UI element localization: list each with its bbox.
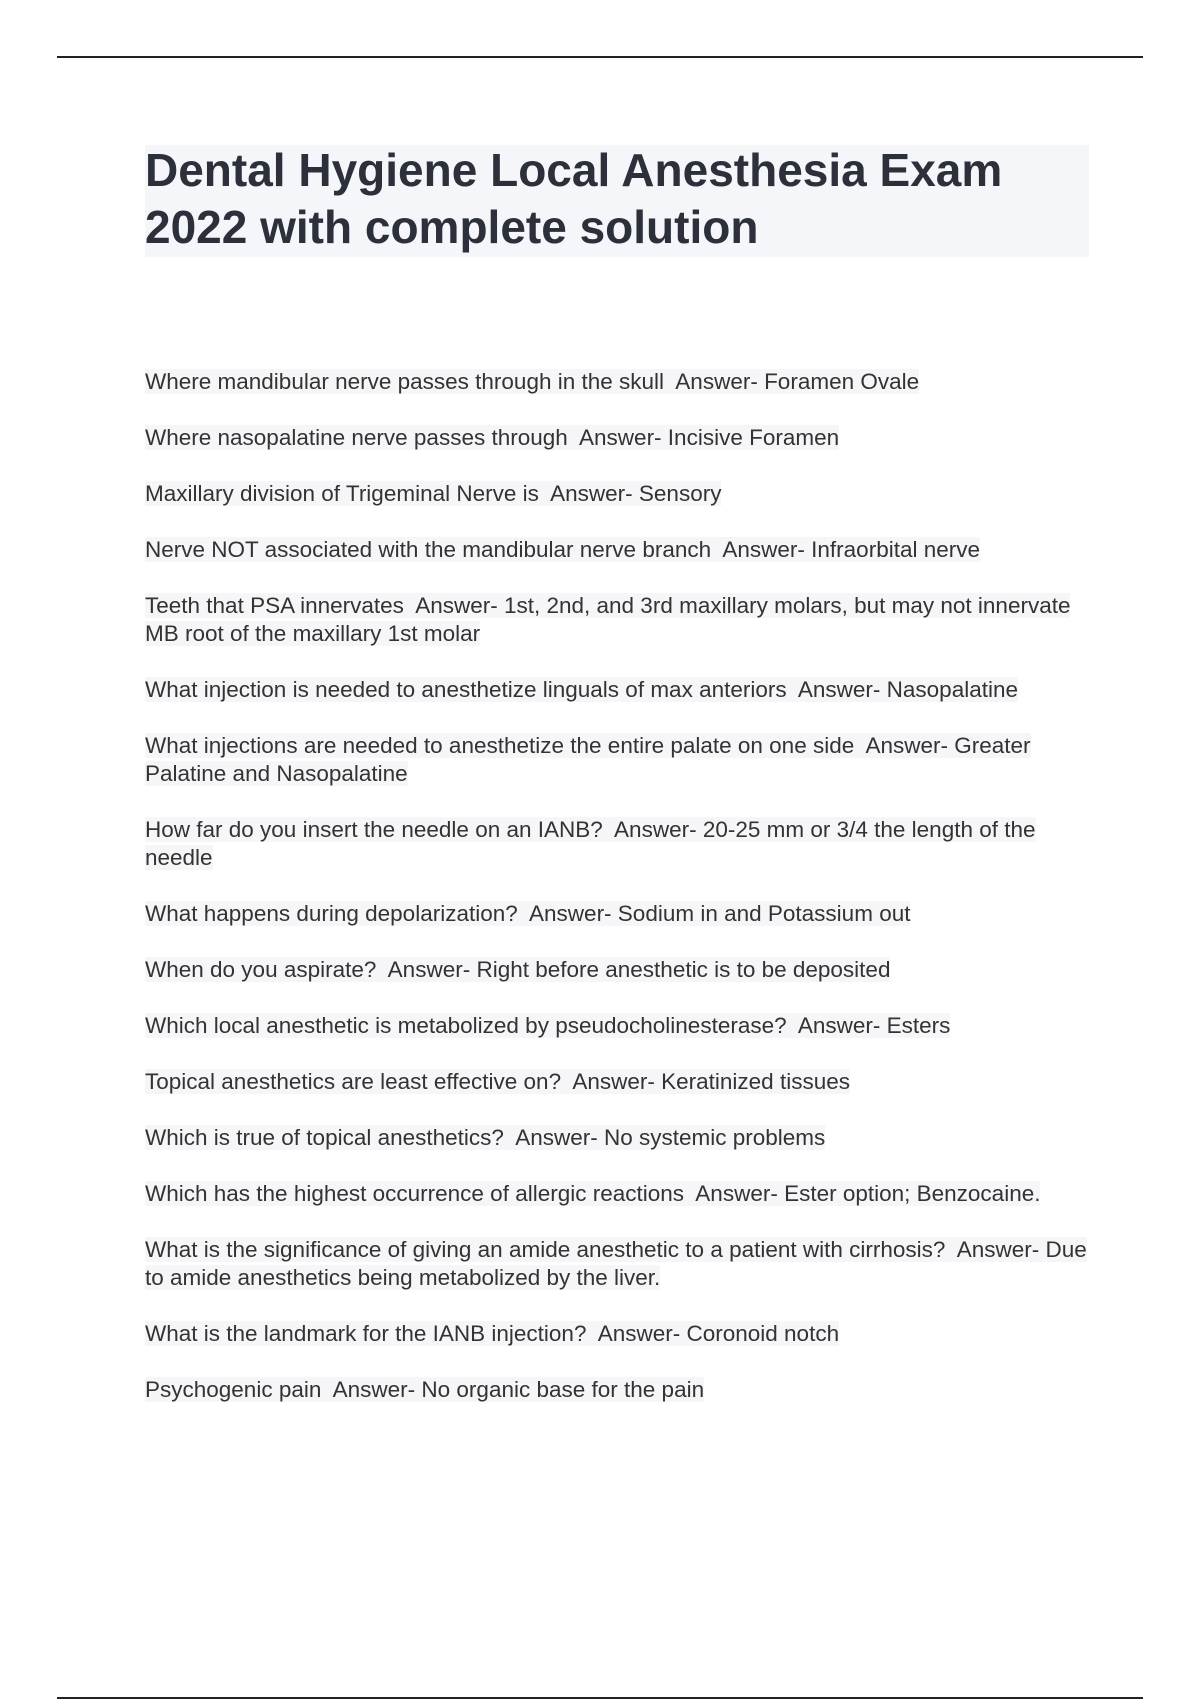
qa-text xyxy=(145,369,919,394)
qa-question: Which is true of topical anesthetics? xyxy=(145,1125,504,1150)
qa-text xyxy=(145,1069,850,1094)
qa-answer: Answer- No systemic problems xyxy=(515,1125,826,1150)
qa-item xyxy=(145,480,1089,508)
qa-answer: Answer- Right before anesthetic is to be deposited xyxy=(387,957,891,982)
qa-question: Where mandibular nerve passes through in the skull xyxy=(145,369,665,394)
qa-answer: Answer- Esters xyxy=(797,1013,951,1038)
qa-list xyxy=(145,368,1089,1432)
qa-item xyxy=(145,900,1089,928)
qa-item xyxy=(145,536,1089,564)
qa-text xyxy=(145,1321,839,1346)
qa-question: Where nasopalatine nerve passes through xyxy=(145,425,568,450)
qa-text xyxy=(145,1377,704,1402)
qa-item xyxy=(145,1068,1089,1096)
qa-answer: Answer- Due to amide anesthetics being metabolized by the liver. xyxy=(145,1237,1087,1290)
qa-text xyxy=(145,817,1036,870)
bottom-rule xyxy=(57,1697,1143,1699)
document-title: Dental Hygiene Local Anesthesia Exam 2022 with complete solution xyxy=(145,144,1003,253)
qa-answer: Answer- Sensory xyxy=(550,481,722,506)
qa-answer: Answer- Sodium in and Potassium out xyxy=(529,901,911,926)
qa-question: What is the significance of giving an amide anesthetic to a patient with cirrhosis? xyxy=(145,1237,946,1262)
qa-item xyxy=(145,368,1089,396)
qa-question: Nerve NOT associated with the mandibular nerve branch xyxy=(145,537,712,562)
qa-item xyxy=(145,1124,1089,1152)
qa-question: Which local anesthetic is metabolized by pseudocholinesterase? xyxy=(145,1013,787,1038)
qa-answer: Answer- Keratinized tissues xyxy=(572,1069,850,1094)
qa-text xyxy=(145,677,1018,702)
qa-item xyxy=(145,592,1089,648)
qa-question: What injections are needed to anesthetize the entire palate on one side xyxy=(145,733,855,758)
qa-item xyxy=(145,1012,1089,1040)
qa-item xyxy=(145,956,1089,984)
qa-text xyxy=(145,901,910,926)
qa-text xyxy=(145,1013,950,1038)
qa-answer: Answer- Foramen Ovale xyxy=(675,369,920,394)
qa-item xyxy=(145,732,1089,788)
qa-item xyxy=(145,1320,1089,1348)
qa-text xyxy=(145,425,839,450)
qa-question: What happens during depolarization? xyxy=(145,901,518,926)
qa-item xyxy=(145,1236,1089,1292)
qa-answer: Answer- Incisive Foramen xyxy=(579,425,840,450)
qa-text xyxy=(145,537,980,562)
qa-answer: Answer- 20-25 mm or 3/4 the length of the needle xyxy=(145,817,1036,870)
qa-text xyxy=(145,733,1031,786)
qa-answer: Answer- Greater Palatine and Nasopalatine xyxy=(145,733,1031,786)
qa-item xyxy=(145,1376,1089,1404)
qa-answer: Answer- 1st, 2nd, and 3rd maxillary molars, but may not innervate MB root of the maxillary 1st molar xyxy=(145,593,1071,646)
qa-question: What injection is needed to anesthetize linguals of max anteriors xyxy=(145,677,787,702)
qa-text xyxy=(145,481,721,506)
qa-question: Psychogenic pain xyxy=(145,1377,322,1402)
qa-question: When do you aspirate? xyxy=(145,957,377,982)
qa-text xyxy=(145,957,890,982)
qa-answer: Answer- Infraorbital nerve xyxy=(722,537,980,562)
qa-answer: Answer- Nasopalatine xyxy=(797,677,1019,702)
top-rule xyxy=(57,56,1143,58)
qa-answer: Answer- Coronoid notch xyxy=(597,1321,840,1346)
qa-text xyxy=(145,1181,1040,1206)
qa-question: Topical anesthetics are least effective on? xyxy=(145,1069,562,1094)
qa-question: Maxillary division of Trigeminal Nerve is xyxy=(145,481,539,506)
qa-text xyxy=(145,1125,825,1150)
qa-answer: Answer- Ester option; Benzocaine. xyxy=(695,1181,1041,1206)
qa-answer: Answer- No organic base for the pain xyxy=(332,1377,705,1402)
qa-question: How far do you insert the needle on an IANB? xyxy=(145,817,603,842)
qa-question: Teeth that PSA innervates xyxy=(145,593,404,618)
qa-text xyxy=(145,593,1070,646)
qa-item xyxy=(145,1180,1089,1208)
qa-item xyxy=(145,816,1089,872)
qa-question: Which has the highest occurrence of allergic reactions xyxy=(145,1181,685,1206)
qa-text xyxy=(145,1237,1087,1290)
qa-question: What is the landmark for the IANB injection? xyxy=(145,1321,587,1346)
qa-item xyxy=(145,676,1089,704)
qa-item xyxy=(145,424,1089,452)
